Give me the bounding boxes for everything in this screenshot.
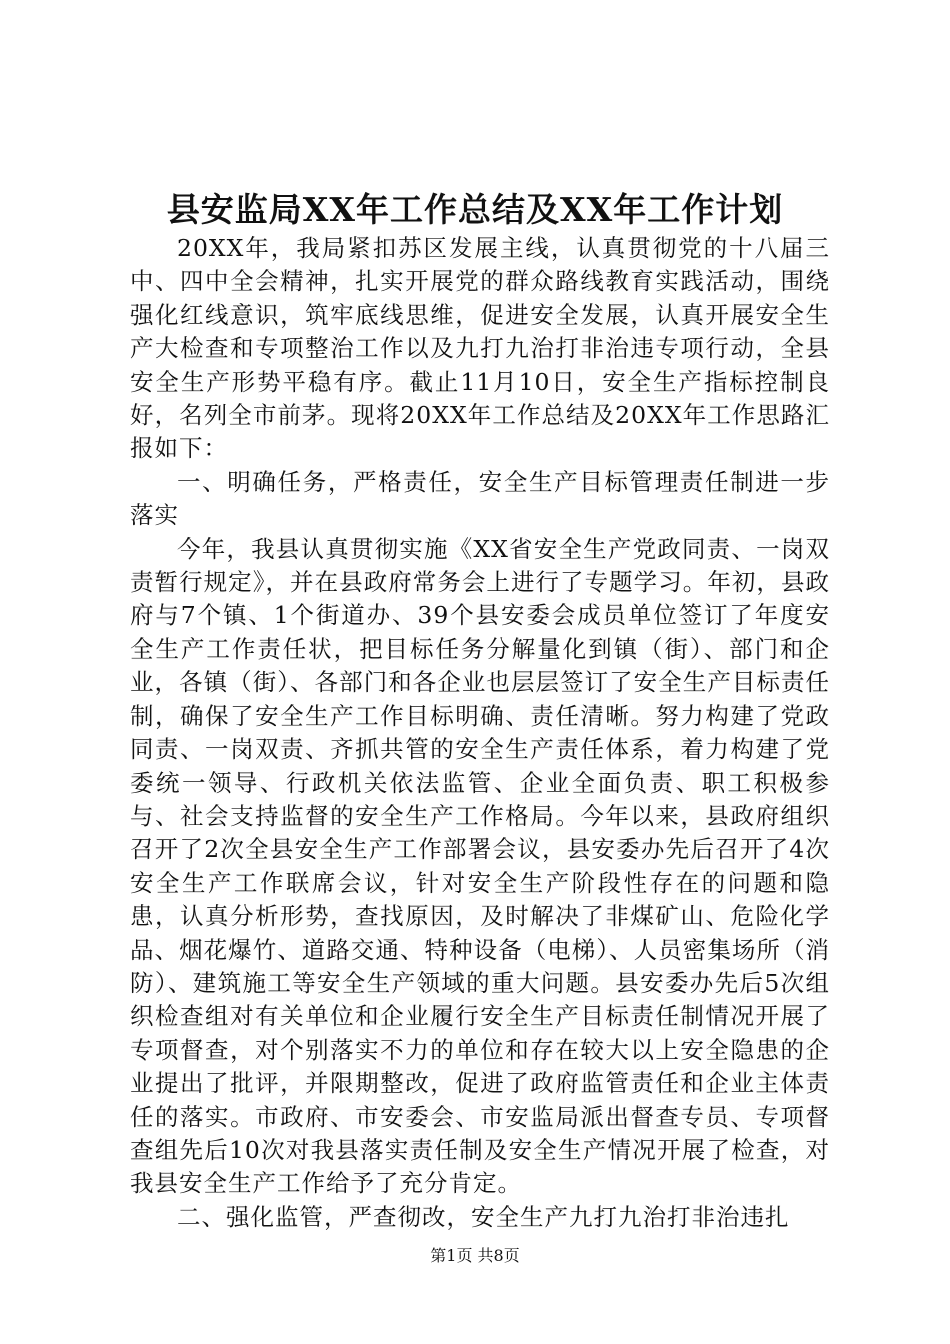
document-title: 县安监局XX年工作总结及XX年工作计划	[166, 190, 784, 229]
section-heading-2: 二、强化监管，严查彻改，安全生产九打九治打非治违扎	[177, 1202, 790, 1231]
section-1-paragraph: 今年，我县认真贯彻实施《XX省安全生产党政同责、一岗双责暂行规定》，并在县政府常务会上进行了专题学习。年初，县政府与7个镇、1个街道办、39个县安委会成员单位签订了年度安全生产工作责任状，把目标任务分解量化到镇（街）、部门和企业，各镇（街）、各部门和各企业也层层签订了安全生产目标责任制，确保了安全生产工作目标明确、责任清晰。努力构建了党政同责、一岗双责、齐抓共管的安全生产责任体系，着力构建了党委统一领导、行政机关依法监管、企业全面负责、职工积极参与、社会支持监督的安全生产工作格局。今年以来，县政府组织召开了2次全县安全生产工作部署会议，县安委办先后召开了4次安全生产工作联席会议，针对安全生产阶段性存在的问题和隐患，认真分析形势，查找原因，及时解决了非煤矿山、危险化学品、烟花爆竹、道路交通、特种设备（电梯）、人员密集场所（消防）、建筑施工等安全生产领域的重大问题。县安委办先后5次组织检查组对有关单位和企业履行安全生产目标责任制情况开展了专项督查，对个别落实不力的单位和存在较大以上安全隐患的企业提出了批评，并限期整改，促进了政府监管责任和企业主体责任的落实。市政府、市安委会、市安监局派出督查专员、专项督查组先后10次对我县落实责任制及安全生产情况开展了检查，对我县安全生产工作给予了充分肯定。	[130, 534, 830, 1198]
section-heading-1: 一、明确任务，严格责任，安全生产目标管理责任制进一步落实	[130, 467, 830, 530]
document-body	[130, 232, 830, 1234]
page-number-footer: 第1页 共8页	[430, 1246, 520, 1265]
intro-paragraph: 20XX年，我局紧扣苏区发展主线，认真贯彻党的十八届三中、四中全会精神，扎实开展党的群众路线教育实践活动，围绕强化红线意识，筑牢底线思维，促进安全发展，认真开展安全生产大检查和专项整治工作以及九打九治打非治违专项行动，全县安全生产形势平稳有序。截止11月10日，安全生产指标控制良好，名列全市前茅。现将20XX年工作总结及20XX年工作思路汇报如下：	[130, 234, 830, 463]
